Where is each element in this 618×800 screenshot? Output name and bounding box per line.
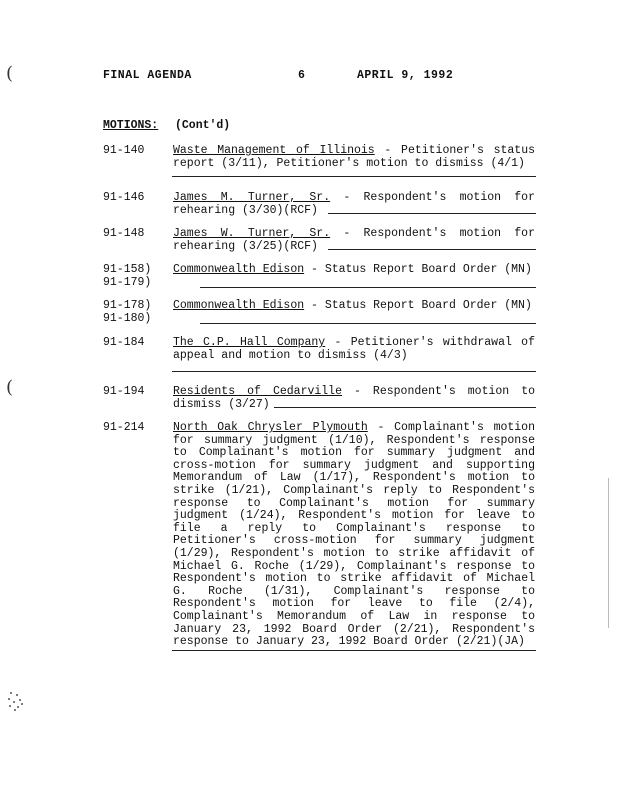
party-name: The C.P. Hall Company bbox=[173, 336, 326, 349]
section-label: MOTIONS: bbox=[103, 119, 159, 132]
item-rule bbox=[172, 650, 536, 651]
item-description: - Petitioner's status report (3/11), Petitioner's motion to dismiss (4/1) bbox=[173, 144, 535, 170]
docket-number: 91-140 bbox=[103, 144, 145, 157]
margin-mark-top: ( bbox=[6, 63, 14, 84]
party-name: James M. Turner, Sr. bbox=[173, 191, 331, 204]
item-rule bbox=[328, 213, 536, 214]
section-continued: (Cont'd) bbox=[175, 119, 231, 132]
agenda-item-text bbox=[173, 422, 535, 649]
item-description: - Complainant's motion for summary judgment (1/10), Respondent's response to Complainant's motion for summary judgment and cross-motion for summary judgment and supporting Memorandum of Law (1/17), Respondent's motion to strike (1/21), Complainant's reply to Respondent's response to Complainant's motion for summary judgment (1/24), Respondent's motion for leave to file a reply to Complainant's response to Petitioner's cross-motion for summary judgment (1/29), Respondent's motion to strike affidavit of Michael G. Roche (1/29), Complainant's response to Respondent's motion to strike affidavit of Michael G. Roche (1/31), Complainant's response to Respondent's motion for leave to file (2/4), Complainant's Memorandum of Law in response to January 23, 1992 Board Order (2/21), Respondent's response to January 23, 1992 Board Order (2/21)(JA) bbox=[173, 421, 535, 649]
item-rule bbox=[274, 407, 536, 408]
item-description: - Respondent's motion for rehearing (3/25)(RCF) bbox=[173, 227, 535, 253]
docket-number: 91-184 bbox=[103, 336, 145, 349]
party-name: James W. Turner, Sr. bbox=[173, 227, 331, 240]
item-rule bbox=[200, 287, 536, 288]
page-number: 6 bbox=[298, 69, 306, 82]
party-name: Waste Management of Illinois bbox=[173, 144, 375, 157]
item-description: - Respondent's motion to dismiss (3/27) bbox=[173, 385, 536, 411]
agenda-title: FINAL AGENDA bbox=[103, 69, 192, 82]
item-description: - Petitioner's withdrawal of appeal and motion to dismiss (4/3) bbox=[173, 336, 535, 362]
party-name: Commonwealth Edison bbox=[173, 299, 305, 312]
agenda-date: APRIL 9, 1992 bbox=[357, 69, 454, 82]
item-rule bbox=[172, 371, 536, 372]
docket-number: 91-158) 91-179) bbox=[103, 263, 152, 289]
docket-number: 91-148 bbox=[103, 227, 145, 240]
agenda-item-text bbox=[173, 264, 535, 277]
scan-edge-line bbox=[608, 478, 609, 628]
party-name: Residents of Cedarville bbox=[173, 385, 342, 398]
item-rule bbox=[328, 249, 536, 250]
item-description: - Status Report Board Order (MN) bbox=[304, 263, 532, 276]
party-name: North Oak Chrysler Plymouth bbox=[173, 421, 368, 434]
scan-speck-bottom bbox=[6, 690, 28, 712]
docket-number: 91-214 bbox=[103, 421, 145, 434]
margin-mark-middle: ( bbox=[6, 377, 14, 398]
agenda-item-text bbox=[173, 337, 535, 362]
agenda-item-text bbox=[173, 300, 535, 313]
party-name: Commonwealth Edison bbox=[173, 263, 305, 276]
item-description: - Respondent's motion for rehearing (3/30)(RCF) bbox=[173, 191, 535, 217]
docket-number: 91-178) 91-180) bbox=[103, 299, 152, 325]
docket-number: 91-194 bbox=[103, 385, 145, 398]
docket-number: 91-146 bbox=[103, 191, 145, 204]
item-rule bbox=[172, 176, 536, 177]
item-rule bbox=[200, 323, 536, 324]
agenda-item-text bbox=[173, 145, 535, 170]
item-description: - Status Report Board Order (MN) bbox=[304, 299, 532, 312]
